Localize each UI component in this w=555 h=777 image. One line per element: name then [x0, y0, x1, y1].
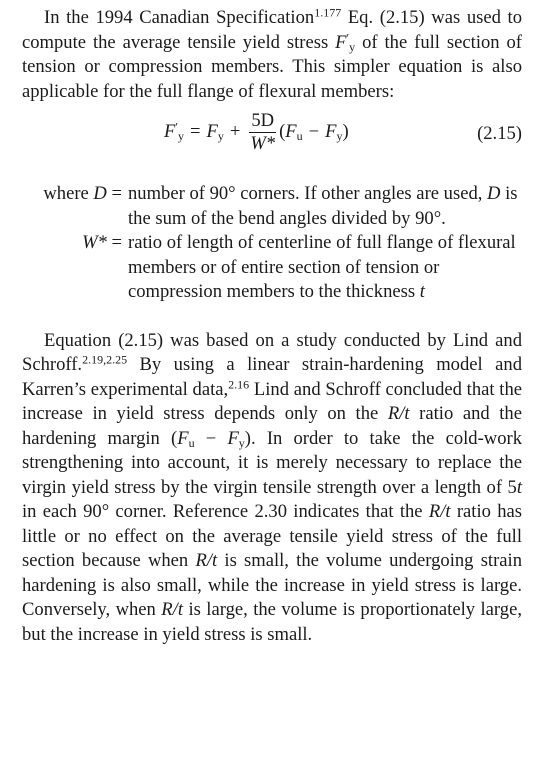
symbol-fy-prime: $F'_y$: [335, 29, 356, 54]
definition-w-star: [22, 231, 522, 305]
thickness-t: t: [516, 476, 522, 498]
body-text-7: ratio has little or no effect on the average tensile yield stress of the full section because when: [22, 501, 523, 571]
variable-definitions: [22, 182, 522, 305]
ratio-rt: R/t: [387, 403, 410, 424]
definition-d-symbol: where D =: [43, 183, 122, 204]
definition-w-star-symbol: W* =: [82, 232, 122, 253]
plus-sign: +: [229, 121, 241, 143]
body-text-4: ratio and the hardening margin (: [22, 403, 522, 449]
definition-w-star-text: ratio of length of centerline of full flange of flexural members or of entire section of tension or compression members to the thickness t: [128, 232, 516, 302]
fraction-numerator: 5D: [251, 110, 275, 131]
hardening-margin-expression: $F_u - F_y$: [177, 427, 245, 450]
fraction-denominator: W*: [250, 133, 276, 154]
body-text-6: in each 90° corner. Reference 2.30 indicates that the: [22, 501, 429, 522]
ratio-rt: R/t: [195, 550, 218, 571]
equation-lhs: $F'_y$: [164, 119, 184, 144]
equation-2-15: [22, 104, 522, 178]
definition-d-text: number of 90° corners. If other angles are used, D is the sum of the bend angles divided by 90°.: [128, 183, 518, 229]
paragraph-gap: [22, 305, 522, 329]
definition-d: [22, 182, 522, 231]
intro-text-2: Eq. (2.15) was used to compute the average tensile yield stress: [22, 7, 522, 53]
ratio-rt: R/t: [428, 501, 451, 522]
ratio-rt: R/t: [161, 599, 183, 620]
reference-superscript-2: 2.16: [228, 376, 250, 391]
body-text-5: ). In order to take the cold-work strengthening into account, it is merely necessary to replace the virgin yield stress by the virgin tensile strength over a length of 5: [22, 427, 522, 498]
equation-term-fy: $F_y$: [206, 121, 224, 144]
body-text-2: By using a linear strain-hardening model and Karren’s experimental data,: [22, 354, 522, 400]
equation-parenthetical: $(F_u - F_y)$: [279, 121, 349, 144]
body-text-3: Lind and Schroff concluded that the increase in yield stress depends only on the: [22, 378, 522, 424]
intro-text-3: of the full section of tension or compression members. This simpler equation is also applicable for the full flange of flexural members:: [22, 31, 522, 102]
fraction-5d-over-w: [249, 110, 276, 155]
equation-number: (2.15): [477, 123, 522, 144]
intro-paragraph: [22, 6, 522, 104]
body-text-8: is small, the volume undergoing strain hardening is also small, while the increase in yield stress is large. Conversely, when: [22, 550, 523, 620]
page-content: [22, 6, 522, 647]
body-text-9: is large, the volume is proportionately large, but the increase in yield stress is small.: [22, 599, 522, 645]
reference-superscript: 1.177: [314, 5, 342, 20]
equals-sign: =: [189, 121, 201, 143]
equation-body: [164, 110, 349, 155]
reference-superscript-1: 2.19,2.25: [82, 352, 128, 367]
body-paragraph: [22, 329, 522, 648]
intro-text-1: In the 1994 Canadian Specification: [44, 7, 315, 28]
body-text-1: Equation (2.15) was based on a study conducted by Lind and Schroff.: [22, 329, 522, 375]
